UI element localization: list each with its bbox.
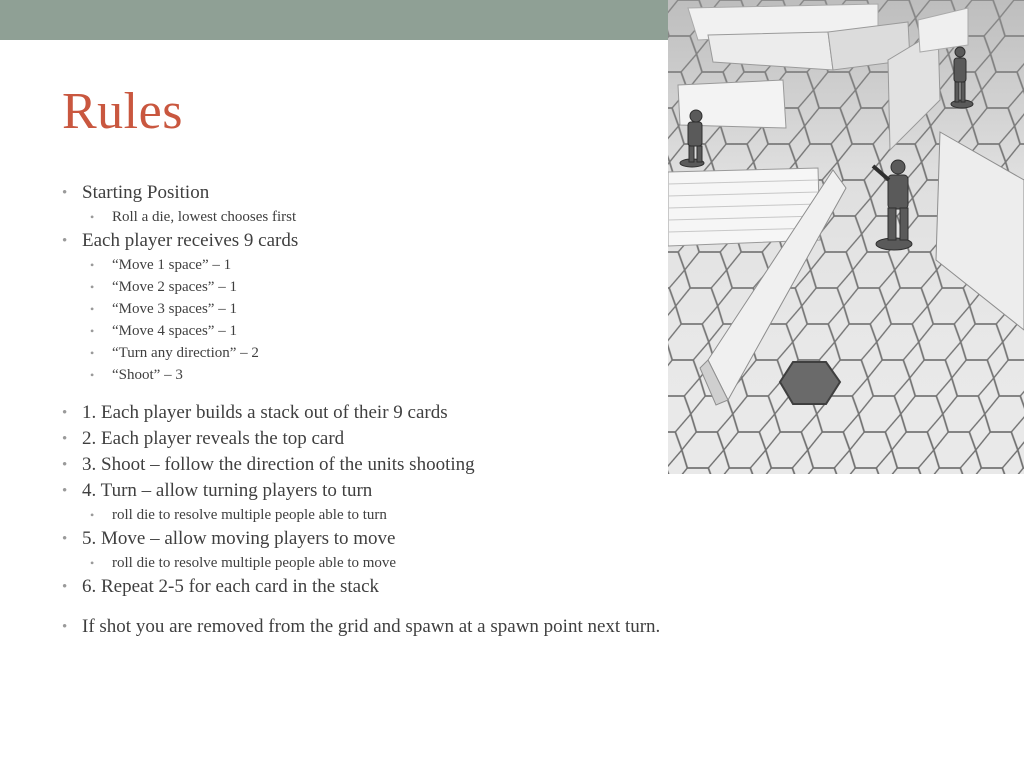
list-item: • roll die to resolve multiple people able to turn	[62, 504, 892, 526]
list-item: • Roll a die, lowest chooses first	[62, 206, 892, 228]
list-spacer	[62, 386, 892, 400]
list-item: • “Turn any direction” – 2	[62, 342, 892, 364]
list-item: • “Shoot” – 3	[62, 364, 892, 386]
list-item: • 3. Shoot – follow the direction of the units shooting	[62, 452, 892, 478]
list-item: • 2. Each player reveals the top card	[62, 426, 892, 452]
list-item: • Each player receives 9 cards	[62, 228, 892, 254]
header-band	[0, 0, 668, 40]
list-item: • 1. Each player builds a stack out of their 9 cards	[62, 400, 892, 426]
list-item: • If shot you are removed from the grid and spawn at a spawn point next turn.	[62, 614, 892, 640]
list-item: • roll die to resolve multiple people able to move	[62, 552, 892, 574]
list-item: • 6. Repeat 2-5 for each card in the stack	[62, 574, 892, 600]
list-item: • Starting Position	[62, 180, 892, 206]
list-item: • “Move 3 spaces” – 1	[62, 298, 892, 320]
page-title: Rules	[62, 83, 183, 140]
list-spacer	[62, 600, 892, 614]
list-item: • “Move 4 spaces” – 1	[62, 320, 892, 342]
rules-list	[62, 180, 892, 640]
list-item: • 4. Turn – allow turning players to turn	[62, 478, 892, 504]
list-item: • 5. Move – allow moving players to move	[62, 526, 892, 552]
list-item: • “Move 1 space” – 1	[62, 254, 892, 276]
list-item: • “Move 2 spaces” – 1	[62, 276, 892, 298]
